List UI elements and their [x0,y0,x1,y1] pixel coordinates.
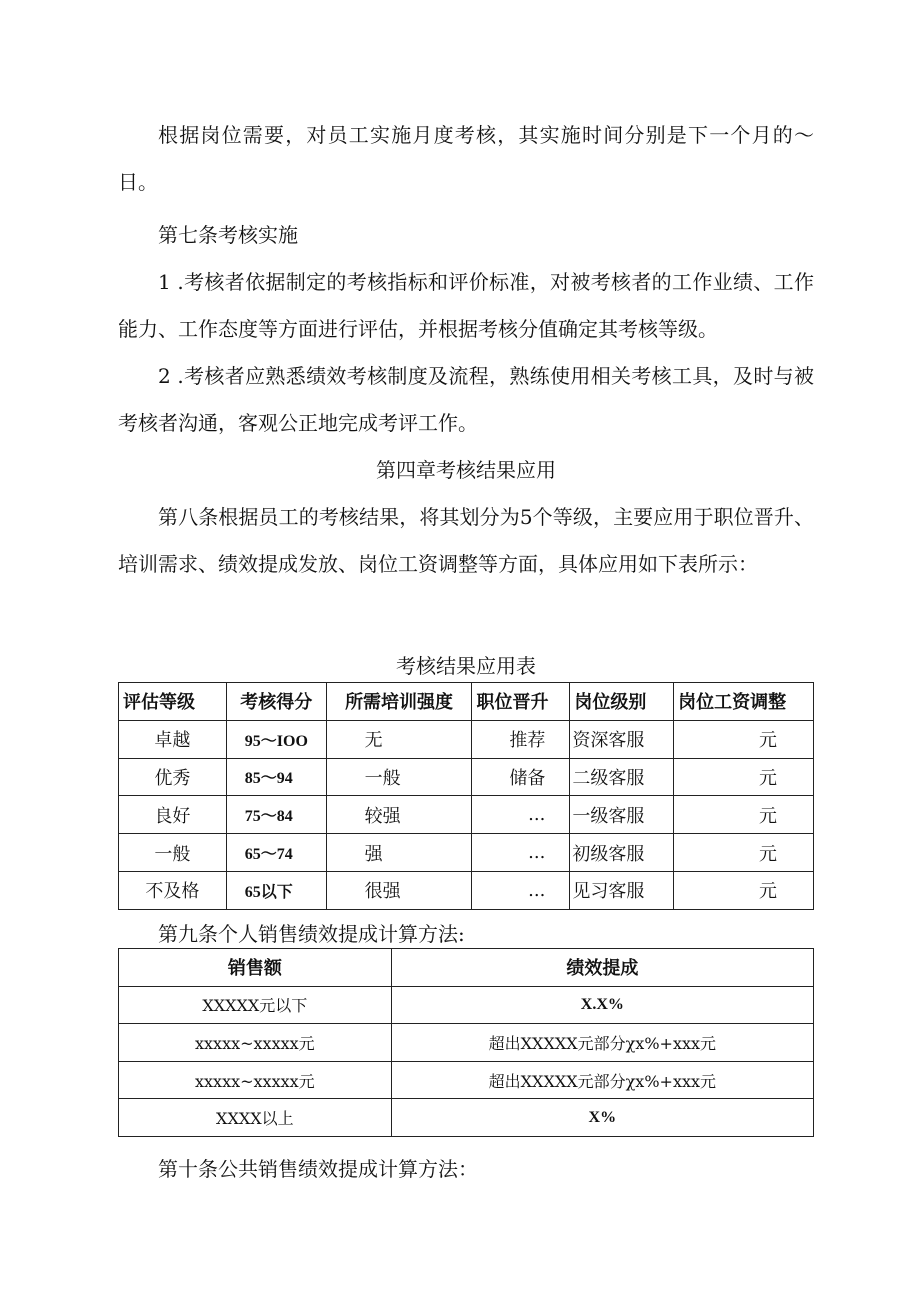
cell-training: 很强 [326,871,472,909]
header-level: 岗位级别 [570,683,674,721]
cell-promotion: ... [472,871,570,909]
table-row [119,796,814,834]
cell-grade: 不及格 [119,871,227,909]
sales-commission-table [118,948,814,1137]
table-row [119,986,814,1024]
cell-promotion: ... [472,796,570,834]
cell-promotion: ... [472,834,570,872]
cell-level: 一级客服 [570,796,674,834]
paragraph-assessment-time: 根据岗位需要，对员工实施月度考核，其实施时间分别是下一个月的～日。 [118,123,814,194]
cell-level: 二级客服 [570,758,674,796]
cell-sales-amount: xxxxx~xxxxx元 [119,1061,392,1099]
cell-score: 65以下 [226,871,326,909]
chapter-4-heading: 第四章考核结果应用 [376,458,556,482]
table1-caption: 考核结果应用表 [396,654,536,678]
cell-training: 强 [326,834,472,872]
header-score: 考核得分 [226,683,326,721]
cell-training: 较强 [326,796,472,834]
header-training: 所需培训强度 [326,683,472,721]
cell-grade: 卓越 [119,720,227,758]
cell-sales-amount: XXXXX元以下 [119,986,392,1024]
cell-promotion: 推荐 [472,720,570,758]
cell-grade: 一般 [119,834,227,872]
cell-grade: 优秀 [119,758,227,796]
cell-salary: 元 [674,720,814,758]
cell-promotion: 储备 [472,758,570,796]
table-header-row [119,949,814,987]
cell-score: 75～84 [226,796,326,834]
assessment-result-table [118,682,814,910]
cell-commission: 超出XXXXX元部分χx%+xxx元 [391,1061,813,1099]
header-promotion: 职位晋升 [472,683,570,721]
cell-salary: 元 [674,758,814,796]
table-row [119,1061,814,1099]
table-row [119,871,814,909]
cell-sales-amount: xxxxx~xxxxx元 [119,1024,392,1062]
cell-salary: 元 [674,871,814,909]
header-sales-amount: 销售额 [119,949,392,987]
cell-training: 一般 [326,758,472,796]
header-commission: 绩效提成 [391,949,813,987]
cell-level: 见习客服 [570,871,674,909]
cell-training: 无 [326,720,472,758]
table-header-row [119,683,814,721]
cell-commission: 超出XXXXX元部分χx%+xxx元 [391,1024,813,1062]
header-salary: 岗位工资调整 [674,683,814,721]
cell-salary: 元 [674,834,814,872]
cell-grade: 良好 [119,796,227,834]
cell-level: 初级客服 [570,834,674,872]
article-10-heading: 第十条公共销售绩效提成计算方法： [158,1157,478,1181]
cell-score: 85～94 [226,758,326,796]
cell-level: 资深客服 [570,720,674,758]
paragraph-item-1: 1 .考核者依据制定的考核指标和评价标准，对被考核者的工作业绩、工作能力、工作态度等方面进行评估，并根据考核分值确定其考核等级。 [118,270,814,341]
cell-score: 95～IOO [226,720,326,758]
table-row [119,834,814,872]
article-7-heading: 第七条考核实施 [158,223,298,247]
table-row [119,720,814,758]
cell-commission: X% [391,1099,813,1137]
paragraph-item-2: 2 .考核者应熟悉绩效考核制度及流程，熟练使用相关考核工具，及时与被考核者沟通，客观公正地完成考评工作。 [118,364,814,435]
cell-sales-amount: XXXX以上 [119,1099,392,1137]
cell-salary: 元 [674,796,814,834]
cell-score: 65～74 [226,834,326,872]
article-8-paragraph: 第八条根据员工的考核结果，将其划分为5个等级，主要应用于职位晋升、培训需求、绩效提成发放、岗位工资调整等方面，具体应用如下表所示： [118,505,814,576]
cell-commission: X.X% [391,986,813,1024]
table-row [119,1024,814,1062]
table-row [119,1099,814,1137]
table-row [119,758,814,796]
article-9-heading: 第九条个人销售绩效提成计算方法: [158,922,465,946]
header-grade: 评估等级 [119,683,227,721]
